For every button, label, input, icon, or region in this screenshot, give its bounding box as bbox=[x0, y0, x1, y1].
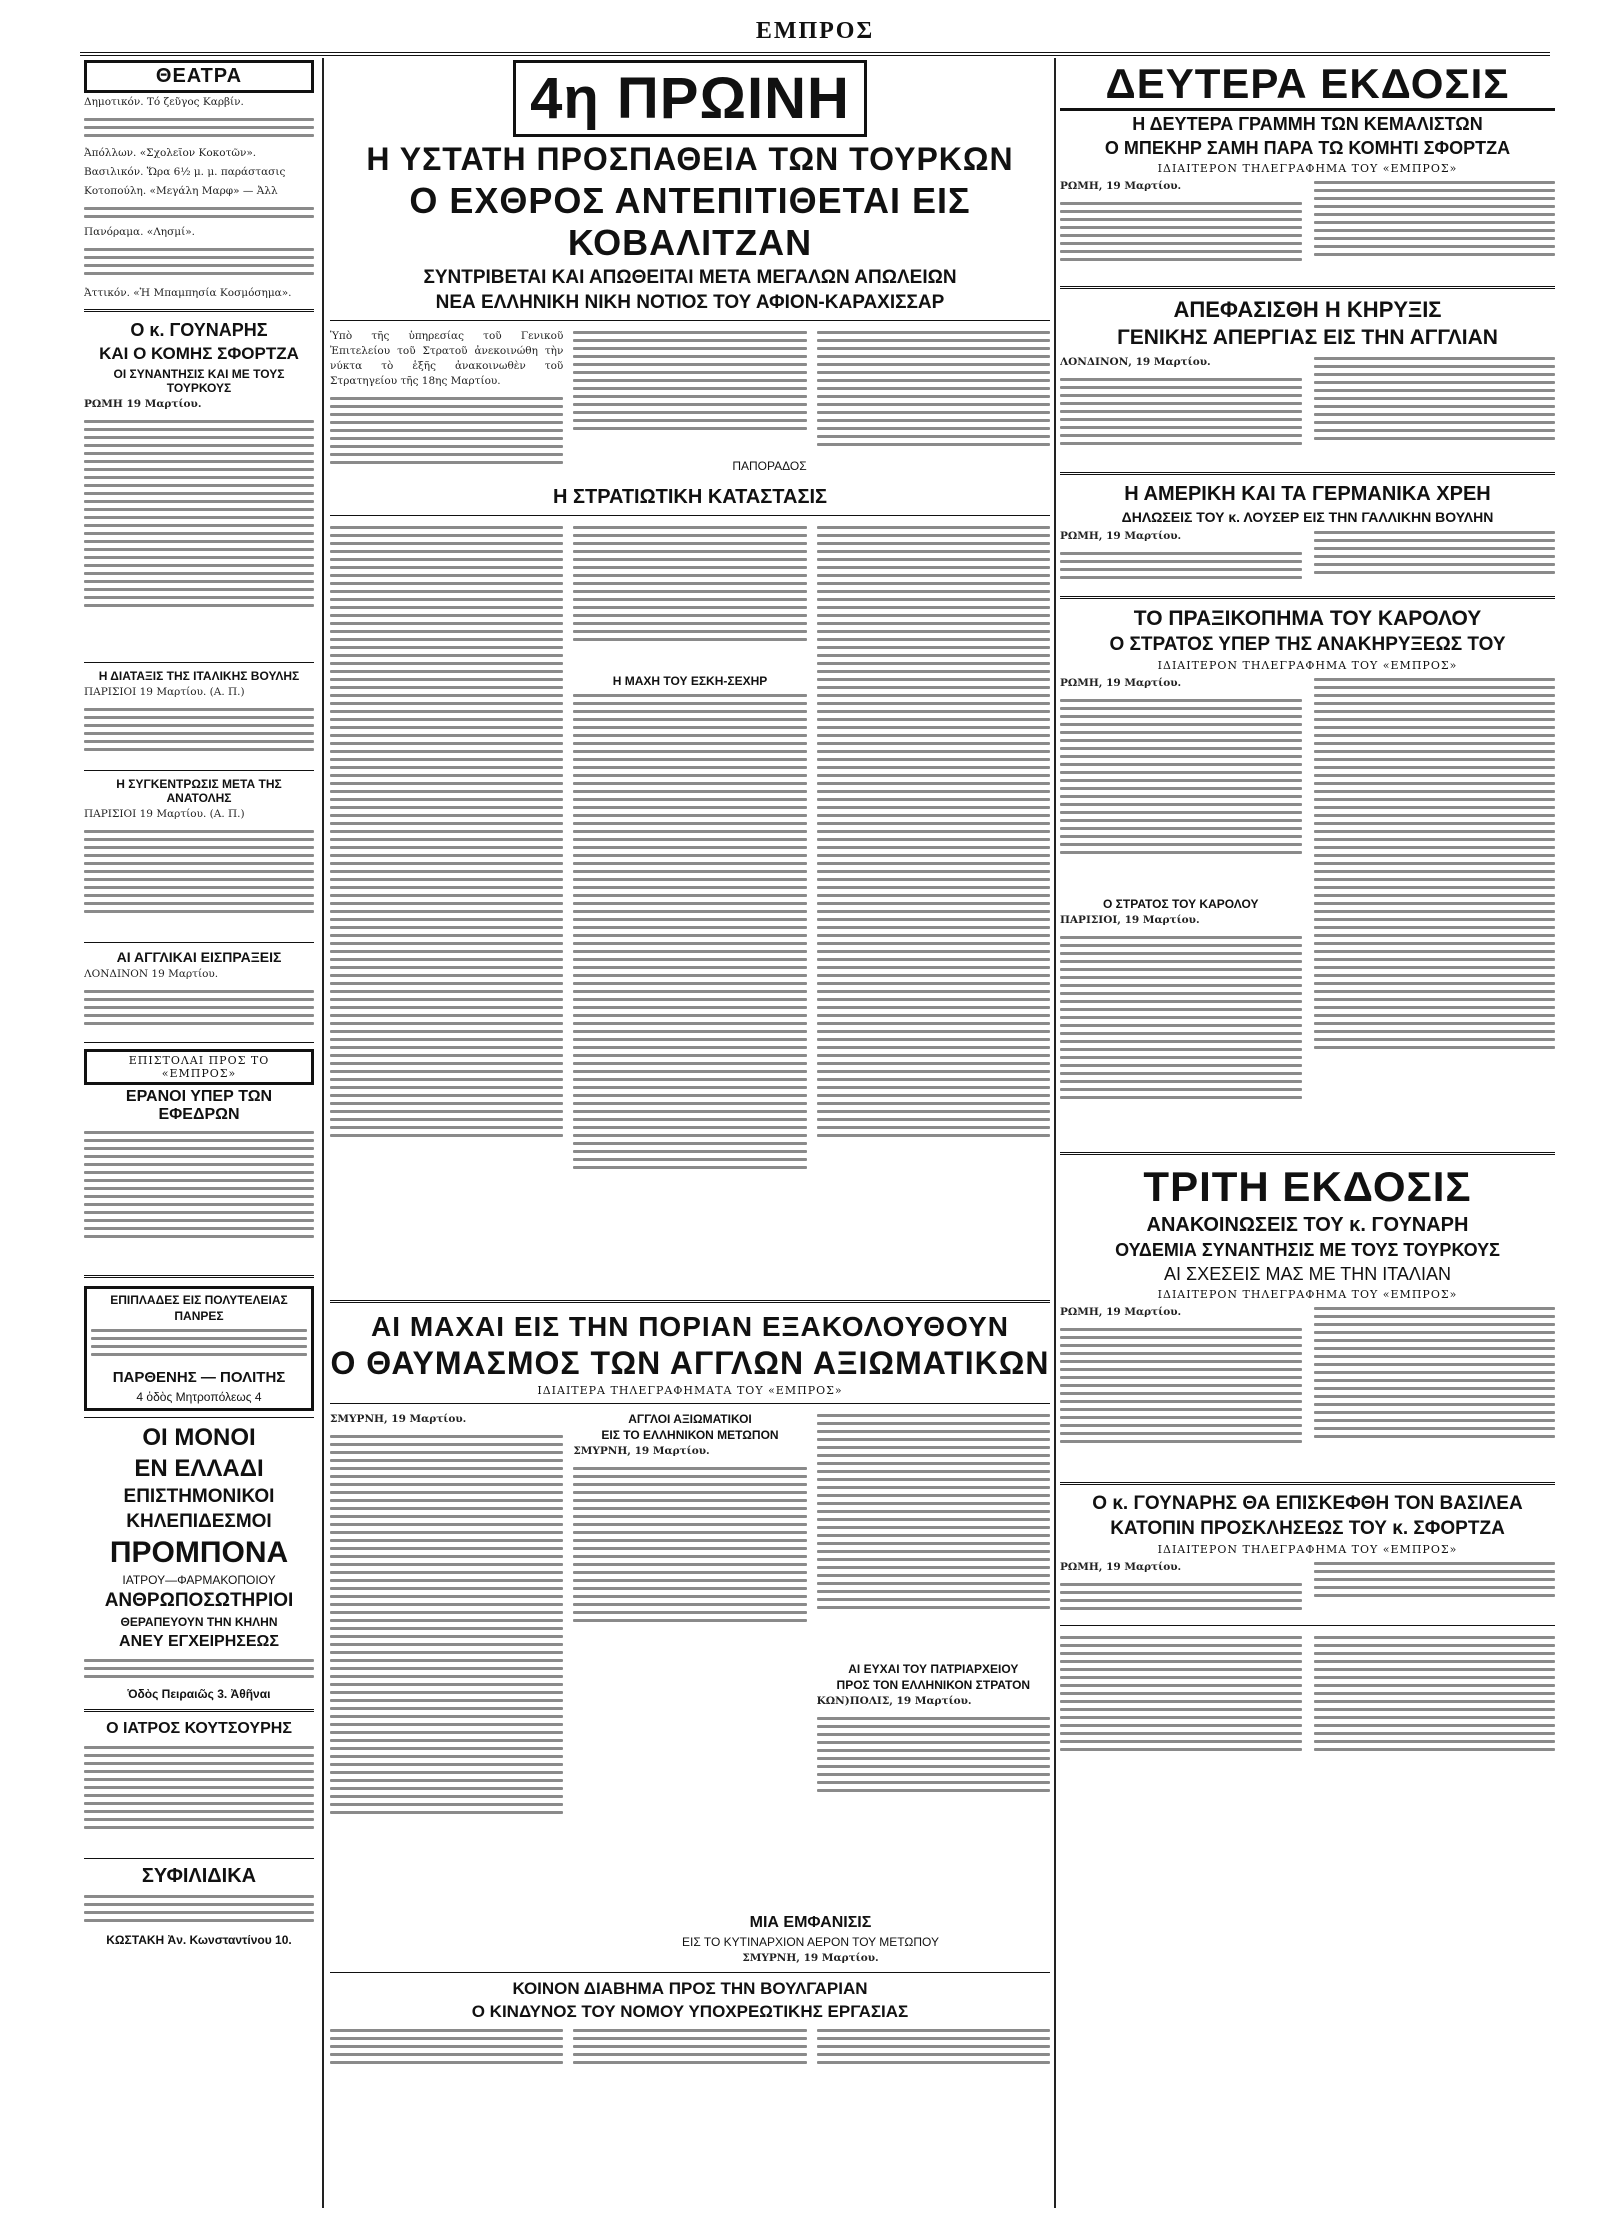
italian-title: Η ΔΙΑΤΑΞΙΣ ΤΗΣ ΙΤΑΛΙΚΗΣ ΒΟΥΛΗΣ bbox=[98, 669, 300, 683]
masthead bbox=[80, 18, 1550, 56]
battle-subtitle: Η ΜΑΧΗ ΤΟΥ ΕΣΚΗ-ΣΕΧΗΡ bbox=[612, 674, 768, 688]
article-body bbox=[1314, 1558, 1556, 1608]
article-body bbox=[1314, 353, 1556, 463]
patriarch-title: ΑΙ ΕΥΧΑΙ ΤΟΥ ΠΑΤΡΙΑΡΧΕΙΟΥ bbox=[848, 1662, 1019, 1676]
dateline: ΣΜΥΡΝΗ, 19 Μαρτίου. bbox=[330, 1413, 467, 1425]
article-body bbox=[573, 690, 806, 1290]
debts-columns bbox=[1060, 527, 1555, 588]
banner-tag: ΙΔΙΑΙΤΕΡΑ ΤΗΛΕΓΡΑΦΗΜΑΤΑ ΤΟΥ «ΕΜΠΡΟΣ» bbox=[537, 1384, 843, 1397]
article-body bbox=[573, 2025, 806, 2075]
ad-body bbox=[84, 1655, 314, 1685]
lead-text: Ὑπὸ τῆς ὑπηρεσίας τοῦ Γενικοῦ Ἐπιτελείου τοῦ Στρατοῦ ἀνεκοινώθη τὴν νύκτα τὸ ἑξῆς ἀνακοινωθὲν τοῦ Στρατηγείου τῆς 18ης Μαρτίου. bbox=[330, 330, 564, 387]
telegram-tag: ΙΔΙΑΙΤΕΡΟΝ ΤΗΛΕΓΡΑΦΗΜΑ ΤΟΥ «ΕΜΠΡΟΣ» bbox=[1157, 1543, 1458, 1556]
theatres-title: ΘΕΑΤΡΑ bbox=[84, 60, 314, 93]
dateline: ΡΩΜΗ, 19 Μαρτίου. bbox=[1060, 1306, 1182, 1318]
article-body bbox=[817, 522, 1050, 1292]
dateline: ΛΟΝΔΙΝΟΝ, 19 Μαρτίου. bbox=[1060, 356, 1211, 368]
banner-headline-1: ΑΙ ΜΑΧΑΙ ΕΙΣ ΤΗΝ ΠΟΡΙΑΝ ΕΞΑΚΟΛΟΥΘΟΥΝ bbox=[371, 1311, 1009, 1342]
theatre-line: Δημοτικόν. Τό ζεῦγος Καρβίν. bbox=[84, 96, 244, 108]
ad2-line: ΕΝ ΕΛΛΑΔΙ bbox=[134, 1455, 264, 1482]
article-body bbox=[330, 393, 563, 483]
ad2-line: ΚΗΛΕΠΙΔΕΣΜΟΙ bbox=[126, 1511, 272, 1532]
debts-sub: ΔΗΛΩΣΕΙΣ ΤΟΥ κ. ΛΟΥΣΕΡ ΕΙΣ ΤΗΝ ΓΑΛΛΙΚΗΝ ΒΟΥΛΗΝ bbox=[1121, 509, 1494, 525]
article-body bbox=[817, 327, 1050, 477]
strike-columns bbox=[1060, 353, 1555, 464]
article-body bbox=[84, 1127, 314, 1267]
ad4-title: ΣΥΦΙΛΙΔΙΚΑ bbox=[141, 1865, 257, 1887]
article-body bbox=[1060, 548, 1302, 588]
ad2-line: ΕΠΙΣΤΗΜΟΝΙΚΟΙ bbox=[123, 1486, 275, 1507]
dateline: ΠΑΡΙΣΙΟΙ 19 Μαρτίου. (Α. Π.) bbox=[84, 686, 245, 698]
article-body bbox=[330, 522, 563, 1292]
article-body bbox=[1314, 674, 1556, 1144]
telegram-tag: ΙΔΙΑΙΤΕΡΟΝ ΤΗΛΕΓΡΑΦΗΜΑ ΤΟΥ «ΕΜΠΡΟΣ» bbox=[1157, 1288, 1458, 1301]
karolos-title: ΤΟ ΠΡΑΞΙΚΟΠΗΜΑ ΤΟΥ ΚΑΡΟΛΟΥ bbox=[1133, 607, 1482, 630]
invite: ΚΑΤΟΠΙΝ ΠΡΟΣΚΛΗΣΕΩΣ ΤΟΥ κ. ΣΦΟΡΤΖΑ bbox=[1110, 1518, 1505, 1539]
headline-3: ΣΥΝΤΡΙΒΕΤΑΙ ΚΑΙ ΑΠΩΘΕΙΤΑΙ ΜΕΤΑ ΜΕΓΑΛΩΝ ΑΠΩΛΕΙΩΝ bbox=[423, 267, 957, 288]
text-block bbox=[84, 114, 314, 144]
military-columns bbox=[330, 522, 1050, 1292]
ad-address: 4 ὁδὸς Μητροπόλεως 4 bbox=[136, 1390, 262, 1404]
article-body bbox=[573, 327, 806, 457]
labour-title: Ο ΚΙΝΔΥΝΟΣ ΤΟΥ ΝΟΜΟΥ ΥΠΟΧΡΕΩΤΙΚΗΣ ΕΡΓΑΣΙΑΣ bbox=[471, 2002, 909, 2021]
ad2-line: ΘΕΡΑΠΕΥΟΥΝ ΤΗΝ ΚΗΛΗΝ bbox=[120, 1615, 278, 1629]
article-body bbox=[330, 2025, 563, 2075]
theatre-line: Βασιλικόν. Ὥρα 6½ μ. μ. παράστασις bbox=[84, 166, 286, 178]
theatre-line: Κοτοπούλη. «Μεγάλη Μαρφ» — Ἀλλ bbox=[84, 185, 278, 197]
article-body bbox=[1314, 1632, 1556, 1782]
ad2-line: ΠΡΟΜΠΟΝΑ bbox=[109, 1536, 289, 1569]
ad2-line: ΙΑΤΡΟΥ—ΦΑΡΜΑΚΟΠΟΙΟΥ bbox=[122, 1573, 276, 1587]
article-body bbox=[1314, 177, 1556, 277]
column-divider bbox=[1054, 58, 1056, 2208]
article-body bbox=[330, 1431, 563, 1911]
article-body bbox=[1060, 695, 1302, 895]
king-visit: Ο κ. ΓΟΥΝΑΡΗΣ ΘΑ ΕΠΙΣΚΕΦΘΗ ΤΟΝ ΒΑΣΙΛΕΑ bbox=[1092, 1493, 1523, 1514]
english-title: ΑΙ ΑΓΓΛΙΚΑΙ ΕΙΣΠΡΑΞΕΙΣ bbox=[116, 949, 282, 965]
ad2-address: Ὁδὸς Πειραιῶς 3. Ἀθῆναι bbox=[127, 1687, 271, 1701]
bekir-title: Ο ΜΠΕΚΗΡ ΣΑΜΗ ΠΑΡΑ ΤΩ ΚΟΜΗΤΙ ΣΦΟΡΤΖΑ bbox=[1104, 138, 1511, 158]
left-column bbox=[84, 58, 314, 2208]
ad-body bbox=[91, 1325, 307, 1365]
masthead-title: ΕΜΠΡΟΣ bbox=[755, 18, 875, 44]
italy-relations: ΑΙ ΣΧΕΣΕΙΣ ΜΑΣ ΜΕ ΤΗΝ ΙΤΑΛΙΑΝ bbox=[1164, 1264, 1451, 1284]
article-body bbox=[1314, 527, 1556, 587]
eranoi-title: ΕΡΑΝΟΙ ΥΠΕΡ ΤΩΝ ΕΦΕΔΡΩΝ bbox=[125, 1088, 273, 1123]
emfanisis-block bbox=[573, 1914, 1048, 1966]
theatre-line: Ἀπόλλων. «Σχολεῖον Κοκοτῶν». bbox=[84, 147, 257, 159]
article-body bbox=[84, 826, 314, 936]
article-body bbox=[1060, 1579, 1302, 1619]
strike-sub: ΓΕΝΙΚΗΣ ΑΠΕΡΓΙΑΣ ΕΙΣ ΤΗΝ ΑΓΓΛΙΑΝ bbox=[1117, 326, 1498, 349]
letters-tag: ΕΠΙΣΤΟΛΑΙ ΠΡΟΣ ΤΟ «ΕΜΠΡΟΣ» bbox=[84, 1049, 314, 1085]
article-body bbox=[1060, 1632, 1302, 1782]
dateline: ΡΩΜΗ, 19 Μαρτίου. bbox=[1060, 677, 1182, 689]
emfanisis-title: ΜΙΑ ΕΜΦΑΝΙΣΙΣ bbox=[749, 1914, 872, 1931]
ad-pre: ΕΠΙΠΛΑΔΕΣ ΕΙΣ ΠΟΛΥΤΕΛΕΙΑΣ bbox=[110, 1293, 288, 1307]
right-column bbox=[1060, 58, 1555, 2208]
bottom-columns bbox=[330, 1410, 1050, 1911]
closing-columns bbox=[1060, 1632, 1555, 1782]
headline-2: Ο ΕΧΘΡΟΣ ΑΝΤΕΠΙΤΙΘΕΤΑΙ ΕΙΣ ΚΟΒΑΛΙΤΖΑΝ bbox=[409, 180, 971, 263]
karolos-sub: Ο ΣΤΡΑΤΟΣ ΥΠΕΡ ΤΗΣ ΑΝΑΚΗΡΥΞΕΩΣ ΤΟΥ bbox=[1109, 634, 1506, 655]
bulgaria-title: ΚΟΙΝΟΝ ΔΙΑΒΗΜΑ ΠΡΟΣ ΤΗΝ ΒΟΥΛΓΑΡΙΑΝ bbox=[512, 1979, 868, 1998]
gounaris-title-2: ΚΑΙ Ο ΚΟΜΗΣ ΣΦΟΡΤΖΑ bbox=[99, 344, 299, 363]
ad-body bbox=[84, 1742, 314, 1852]
dateline: ΡΩΜΗ, 19 Μαρτίου. bbox=[1060, 530, 1182, 542]
article-body bbox=[1060, 1324, 1302, 1474]
gounaris-announcements: ΑΝΑΚΟΙΝΩΣΕΙΣ ΤΟΥ κ. ΓΟΥΝΑΡΗ bbox=[1146, 1214, 1469, 1236]
bekir-columns bbox=[1060, 177, 1555, 278]
karolos-sub-2: Ο ΣΤΡΑΤΟΣ ΤΟΥ ΚΑΡΟΛΟΥ bbox=[1103, 897, 1259, 911]
ad-body bbox=[84, 1891, 314, 1931]
theatre-line: Πανόραμα. «Λησμί». bbox=[84, 226, 195, 238]
article-body bbox=[573, 522, 806, 672]
column-divider bbox=[322, 58, 324, 2208]
dateline: ΠΑΡΙΣΙΟΙ, 19 Μαρτίου. bbox=[1060, 914, 1200, 926]
ad2-line: ΑΝΕΥ ΕΓΧΕΙΡΗΣΕΩΣ bbox=[119, 1633, 279, 1650]
gounaris-sub: ΟΙ ΣΥΝΑΝΤΗΣΙΣ ΚΑΙ ΜΕ ΤΟΥΣ ΤΟΥΡΚΟΥΣ bbox=[113, 367, 285, 395]
article-body bbox=[84, 704, 314, 764]
article-body bbox=[573, 1463, 806, 1663]
ad-pre-2: ΠΑΝΡΕΣ bbox=[174, 1309, 224, 1323]
karolos-columns bbox=[1060, 674, 1555, 1144]
ad3-title: Ο ΙΑΤΡΟΣ ΚΟΥΤΣΟΥΡΗΣ bbox=[106, 1720, 292, 1737]
dateline: ΡΩΜΗ, 19 Μαρτίου. bbox=[1060, 1561, 1182, 1573]
ad2-line: ΟΙ ΜΟΝΟΙ bbox=[142, 1424, 256, 1451]
article-body bbox=[817, 1410, 1050, 1660]
debts-title: Η ΑΜΕΡΙΚΗ ΚΑΙ ΤΑ ΓΕΡΜΑΝΙΚΑ ΧΡΕΗ bbox=[1124, 483, 1491, 505]
east-title: Η ΣΥΓΚΕΝΤΡΩΣΙΣ ΜΕΤΑ ΤΗΣ ΑΝΑΤΟΛΗΣ bbox=[116, 777, 282, 805]
ad2-line: ΑΝΘΡΩΠΟΣΩΤΗΡΙΟΙ bbox=[104, 1590, 294, 1611]
lead-columns bbox=[330, 327, 1050, 483]
headline-4: ΝΕΑ ΕΛΛΗΝΙΚΗ ΝΙΚΗ ΝΟΤΙΟΣ ΤΟΥ ΑΦΙΟΝ-ΚΑΡΑΧΙΣΣΑΡ bbox=[435, 292, 945, 313]
kemal-title: Η ΔΕΥΤΕΡΑ ΓΡΑΜΜΗ ΤΩΝ ΚΕΜΑΛΙΣΤΩΝ bbox=[1132, 114, 1483, 134]
telegram-tag: ΙΔΙΑΙΤΕΡΟΝ ΤΗΛΕΓΡΑΦΗΜΑ ΤΟΥ «ΕΜΠΡΟΣ» bbox=[1157, 659, 1458, 672]
edition-title: 4η ΠΡΩΙΝΗ bbox=[513, 60, 867, 137]
article-body bbox=[1060, 932, 1302, 1142]
patriarch-sub: ΠΡΟΣ ΤΟΝ ΕΛΛΗΝΙΚΟΝ ΣΤΡΑΤΟΝ bbox=[836, 1678, 1031, 1692]
theatre-line: Ἀττικόν. «Ἡ Μπαμπησία Κοσμόσημα». bbox=[84, 287, 292, 299]
article-body bbox=[84, 416, 314, 656]
dateline: ΠΑΡΙΣΙΟΙ 19 Μαρτίου. (Α. Π.) bbox=[84, 808, 245, 820]
dateline: ΣΜΥΡΝΗ, 19 Μαρτίου. bbox=[573, 1445, 710, 1457]
advert-furniture bbox=[84, 1286, 314, 1411]
dateline: ΚΩΝ)ΠΟΛΙΣ, 19 Μαρτίου. bbox=[816, 1695, 972, 1707]
article-body bbox=[84, 986, 314, 1036]
article-body bbox=[817, 2025, 1050, 2075]
advert-promponas bbox=[84, 1424, 314, 1701]
dateline: ΡΩΜΗ 19 Μαρτίου. bbox=[84, 398, 202, 410]
article-body bbox=[817, 1713, 1050, 1813]
strike-title: ΑΠΕΦΑΣΙΣΘΗ Η ΚΗΡΥΞΙΣ bbox=[1173, 297, 1442, 322]
headline-1: Η ΥΣΤΑΤΗ ΠΡΟΣΠΑΘΕΙΑ ΤΩΝ ΤΟΥΡΚΩΝ bbox=[366, 141, 1014, 177]
banner-headline-2: Ο ΘΑΥΜΑΣΜΟΣ ΤΩΝ ΑΓΓΛΩΝ ΑΞΙΩΜΑΤΙΚΩΝ bbox=[330, 1345, 1050, 1381]
article-body bbox=[1060, 198, 1302, 278]
ad-brand: ΠΑΡΘΕΝΗΣ — ΠΟΛΙΤΗΣ bbox=[112, 1369, 286, 1386]
gounaris-columns bbox=[1060, 1303, 1555, 1474]
signature: ΠΑΠΟΡΑΔΟΣ bbox=[732, 459, 807, 473]
officers-sub: ΕΙΣ ΤΟ ΕΛΛΗΝΙΚΟΝ ΜΕΤΩΠΟΝ bbox=[601, 1428, 779, 1442]
dateline: ΛΟΝΔΙΝΟΝ 19 Μαρτίου. bbox=[84, 968, 219, 980]
text-block bbox=[84, 244, 314, 284]
visit-columns bbox=[1060, 1558, 1555, 1619]
text-block bbox=[84, 203, 314, 223]
dateline: ΡΩΜΗ, 19 Μαρτίου. bbox=[1060, 180, 1182, 192]
article-body bbox=[1314, 1303, 1556, 1473]
center-column bbox=[330, 58, 1050, 2208]
article-body bbox=[1060, 374, 1302, 464]
ad4-address: ΚΩΣΤΑΚΗ Ἀν. Κωνσταντίνου 10. bbox=[106, 1933, 292, 1947]
telegram-tag: ΙΔΙΑΙΤΕΡΟΝ ΤΗΛΕΓΡΑΦΗΜΑ ΤΟΥ «ΕΜΠΡΟΣ» bbox=[1157, 162, 1458, 175]
emfanisis-sub: ΕΙΣ ΤΟ ΚΥΤΙΝΑΡΧΙΟΝ ΑΕΡΟΝ ΤΟΥ ΜΕΤΩΠΟΥ bbox=[681, 1935, 940, 1949]
edition2-title: ΔΕΥΤΕΡΑ ΕΚΔΟΣΙΣ bbox=[1060, 60, 1555, 111]
labour-columns bbox=[330, 2025, 1050, 2075]
officers-title: ΑΓΓΛΟΙ ΑΞΙΩΜΑΤΙΚΟΙ bbox=[628, 1412, 752, 1426]
edition3-title: ΤΡΙΤΗ ΕΚΔΟΣΙΣ bbox=[1143, 1163, 1472, 1210]
gounaris-title: Ο κ. ΓΟΥΝΑΡΗΣ bbox=[130, 320, 268, 340]
no-meeting: ΟΥΔΕΜΙΑ ΣΥΝΑΝΤΗΣΙΣ ΜΕ ΤΟΥΣ ΤΟΥΡΚΟΥΣ bbox=[1115, 1240, 1500, 1260]
edition-banner bbox=[330, 58, 1050, 139]
dateline: ΣΜΥΡΝΗ, 19 Μαρτίου. bbox=[742, 1952, 879, 1964]
military-title: Η ΣΤΡΑΤΙΩΤΙΚΗ ΚΑΤΑΣΤΑΣΙΣ bbox=[552, 486, 828, 508]
